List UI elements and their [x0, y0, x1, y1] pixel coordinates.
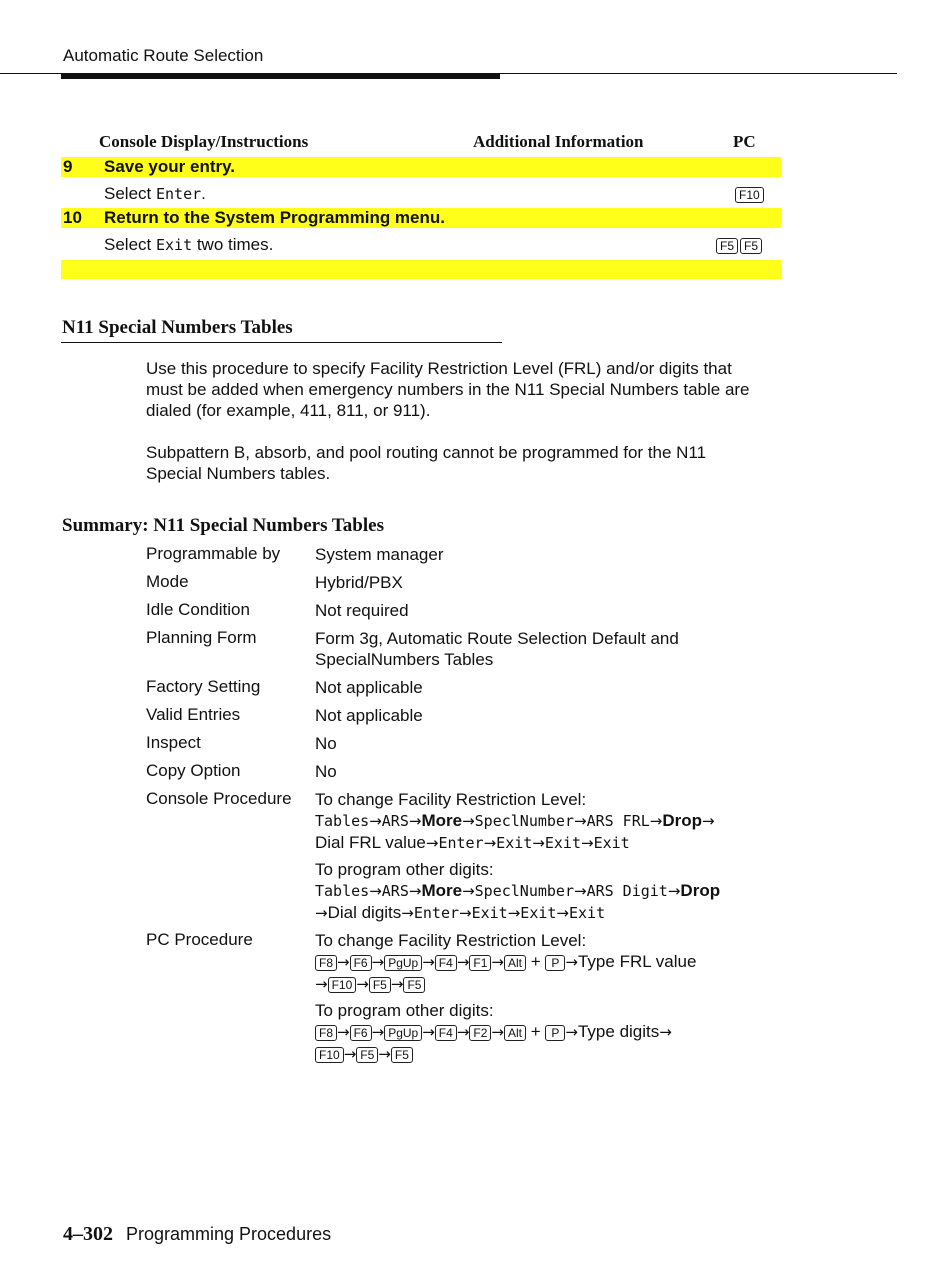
key: F5 — [403, 977, 425, 993]
summary-label: PC Procedure — [146, 930, 253, 949]
console-digits-procedure: To program other digits: Tables→ARS→More→SpeclNumber→ARS Digit→Drop →Dial digits→Enter→Exit→Exit→Exit — [315, 860, 721, 922]
key: F10 — [328, 977, 357, 993]
console-procedure: To change Facility Restriction Level: Tables→ARS→More→SpeclNumber→ARS FRL→Drop→ Dial FRL value→Enter→Exit→Exit→Exit — [315, 789, 785, 854]
summary-value: Form 3g, Automatic Route Selection Default and SpecialNumbers Tables — [315, 629, 679, 669]
key: F8 — [315, 1025, 337, 1041]
page-number: 4–302 — [63, 1223, 113, 1245]
key: F5 — [369, 977, 391, 993]
summary-value: No — [315, 762, 337, 781]
summary-value: Hybrid/PBX — [315, 573, 403, 592]
pc-digits-procedure: To program other digits: F8 → F6 → PgUp → F4 → F2 → Alt + P →Type digits→ F10 → F5 → F5 — [315, 1001, 672, 1063]
console-frl-sequence: Tables→ARS→More→SpeclNumber→ARS FRL→Drop→ — [315, 811, 715, 830]
key: F8 — [315, 955, 337, 971]
key: Alt — [504, 955, 526, 971]
key: F6 — [350, 1025, 372, 1041]
pc-keys-step-10 — [714, 237, 762, 255]
key: F4 — [435, 955, 457, 971]
table-end-bar — [61, 260, 781, 279]
col-header-pc: PC — [733, 132, 756, 151]
key: F5 — [391, 1047, 413, 1063]
header-bar — [61, 73, 500, 79]
summary-label: Factory Setting — [146, 677, 261, 696]
summary-label: Inspect — [146, 733, 201, 752]
col-header-info: Additional Information — [473, 132, 644, 151]
section-heading: N11 Special Numbers Tables — [62, 317, 293, 338]
summary-label: Valid Entries — [146, 705, 241, 724]
summary-label: Console Procedure — [146, 789, 292, 808]
intro-paragraph: Use this procedure to specify Facility Restriction Level (FRL) and/or digits that must be added when emergency numbers in the N11 Special Numbers table are dialed (for example, 411, 811, or 911). — [146, 359, 750, 420]
key-f5: F5 — [740, 238, 762, 254]
summary-value: Not applicable — [315, 678, 423, 697]
key: Alt — [504, 1025, 526, 1041]
running-header: Automatic Route Selection — [63, 46, 264, 65]
key: F6 — [350, 955, 372, 971]
step-number: 10 — [63, 208, 82, 227]
key: F10 — [315, 1047, 344, 1063]
key: PgUp — [384, 1025, 422, 1041]
summary-label: Idle Condition — [146, 600, 250, 619]
step-9-instruction: Select Enter. — [104, 184, 206, 203]
key: F5 — [356, 1047, 378, 1063]
summary-value: Not required — [315, 601, 409, 620]
summary-value: System manager — [315, 545, 444, 564]
summary-label: Copy Option — [146, 761, 241, 780]
step-number: 9 — [63, 157, 73, 176]
key-f5: F5 — [716, 238, 738, 254]
step-9-row — [61, 157, 781, 177]
summary-value: No — [315, 734, 337, 753]
key: P — [545, 955, 565, 971]
summary-heading: Summary: N11 Special Numbers Tables — [62, 515, 384, 536]
key: F4 — [435, 1025, 457, 1041]
summary-label: Mode — [146, 572, 189, 591]
key: F2 — [469, 1025, 491, 1041]
col-header-console: Console Display/Instructions — [99, 132, 309, 151]
step-title: Return to the System Programming menu. — [104, 208, 445, 227]
summary-value: Not applicable — [315, 706, 423, 725]
note-paragraph: Subpattern B, absorb, and pool routing cannot be programmed for the N11 Special Numbers tables. — [146, 443, 707, 483]
pc-frl-sequence: F8 → F6 → PgUp → F4 → F1 → Alt + P →Type FRL value — [315, 951, 785, 973]
key: F1 — [469, 955, 491, 971]
footer-title: Programming Procedures — [126, 1224, 332, 1244]
section-rule — [61, 342, 502, 343]
step-title: Save your entry. — [104, 157, 236, 176]
key-f10: F10 — [735, 187, 764, 203]
key: PgUp — [384, 955, 422, 971]
summary-label: Planning Form — [146, 628, 257, 647]
command-enter: Enter — [155, 185, 202, 203]
summary-label: Programmable by — [146, 544, 281, 563]
pc-procedure: To change Facility Restriction Level: F8 → F6 → PgUp → F4 → F1 → Alt + P →Type FRL value → F10 → F5 → F5 — [315, 930, 785, 995]
pc-keys-step-9 — [733, 186, 764, 204]
step-10-row — [61, 208, 781, 228]
step-10-instruction: Select Exit two times. — [104, 235, 274, 254]
command-exit: Exit — [155, 236, 193, 254]
key: P — [545, 1025, 565, 1041]
